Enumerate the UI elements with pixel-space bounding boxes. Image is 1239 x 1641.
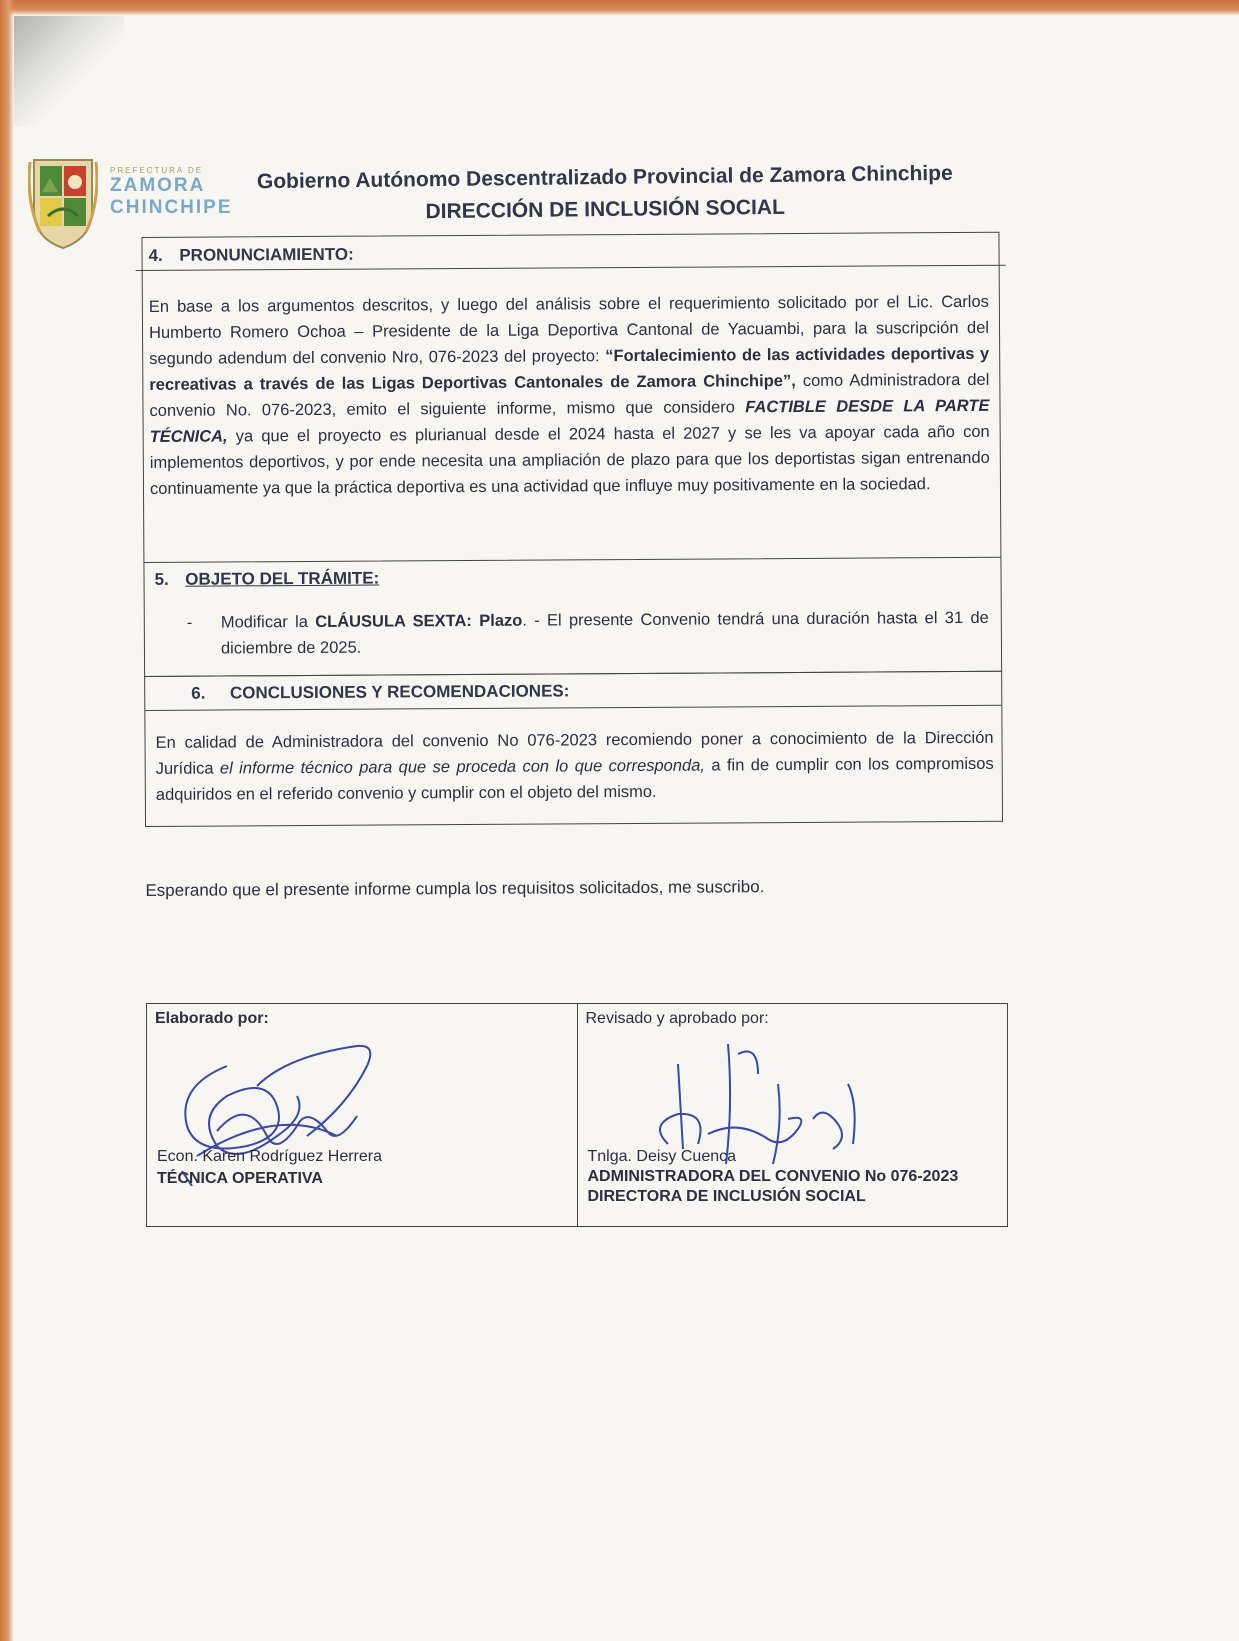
text-run: En base a los argumentos descritos, y luego del análisis sobre el requerimiento solicitado por el Lic. Carlos Humberto Romero Ochoa – Presidente de la Liga Deportiva Cantonal de Yacuambi, para la suscripción del segundo adendum del convenio Nro, 076-2023 del proyecto: — [148, 292, 990, 368]
section-objeto — [143, 557, 1002, 677]
signer-role-administradora: ADMINISTRADORA DEL CONVENIO No 076-2023 — [587, 1168, 959, 1185]
text-run: Modificar la — [220, 612, 316, 632]
text-run: ya que el proyecto es plurianual desde el 2024 hasta el 2027 y se les va apoyar cada año con implementos deportivos, y por ende necesita una ampliación de plazo para que los deportistas sigan entrenando continuamente ya que la práctica deportiva es una actividad que influye muy positivamente en la sociedad. — [149, 422, 990, 498]
signature-table — [146, 1003, 1008, 1227]
italic-run: el informe técnico para que se proceda con lo que corresponda, — [219, 756, 705, 778]
project-name: “Fortalecimiento de las actividades deportivas y recreativas a través de las Ligas Deportivas Cantonales de Zamora Chinchipe”, — [149, 344, 990, 394]
section-conclusiones — [144, 671, 1003, 827]
section-number: 6. — [191, 683, 206, 703]
signature-cell-revisado — [577, 1004, 1008, 1226]
scan-corner-shadow — [14, 16, 124, 126]
section-title: OBJETO DEL TRÁMITE: — [185, 568, 380, 589]
text-run: como Administradora del convenio No. 076-2023, emito el siguiente informe, mismo que considero — [149, 370, 990, 420]
signer-name: Tnlga. Deisy Cuenca — [587, 1148, 737, 1165]
signature-cell-elaborado — [147, 1004, 577, 1226]
section-number: 4. — [148, 245, 163, 265]
logo-line1: ZAMORA — [110, 175, 206, 196]
factible-emphasis: FACTIBLE DESDE LA PARTE TÉCNICA, — [149, 396, 990, 446]
section-heading — [154, 569, 379, 590]
section-title: CONCLUSIONES Y RECOMENDACIONES: — [229, 681, 570, 703]
signer-role: TÉCNICA OPERATIVA — [157, 1170, 323, 1187]
header-title: Gobierno Autónomo Descentralizado Provincial de Zamora Chinchipe — [256, 161, 953, 194]
section-title: PRONUNCIAMIENTO: — [179, 244, 354, 265]
signature-label: Elaborado por: — [155, 1010, 269, 1027]
bullet: - — [186, 613, 193, 632]
logo-line2: CHINCHIPE — [110, 197, 233, 218]
section-heading — [149, 245, 354, 266]
document-header — [235, 161, 976, 226]
text-run: En calidad de Administradora del convenio No 076-2023 recomiendo poner a conocimiento de la Dirección Jurídica — [155, 728, 994, 778]
section-number: 5. — [154, 569, 169, 589]
scan-top-edge — [0, 0, 1239, 16]
text-run: . - El presente Convenio tendrá una duración hasta el 31 de diciembre de 2025. — [220, 608, 989, 658]
scan-left-edge — [0, 0, 14, 1641]
text-run: a fin de cumplir con los compromisos adquiridos en el referido convenio y cumplir con el objeto del mismo. — [155, 754, 994, 804]
section-heading — [191, 681, 569, 703]
signer-name: Econ. Karen Rodríguez Herrera — [157, 1148, 382, 1165]
pronunciamiento-text — [149, 289, 990, 502]
logo-prefix: PREFECTURA DE — [110, 166, 204, 175]
signature-label: Revisado y aprobado por: — [585, 1010, 769, 1027]
signer-role-directora: DIRECTORA DE INCLUSIÓN SOCIAL — [587, 1188, 866, 1205]
closing-sentence: Esperando que el presente informe cumpla los requisitos solicitados, me suscribo. — [145, 877, 765, 900]
shield-icon — [28, 152, 98, 252]
header-subtitle: DIRECCIÓN DE INCLUSIÓN SOCIAL — [425, 195, 785, 224]
clausula-label: CLÁUSULA SEXTA: Plazo — [315, 611, 523, 631]
objeto-item — [186, 605, 989, 662]
conclusiones-text — [155, 725, 993, 808]
section-pronunciamiento — [141, 232, 1001, 563]
